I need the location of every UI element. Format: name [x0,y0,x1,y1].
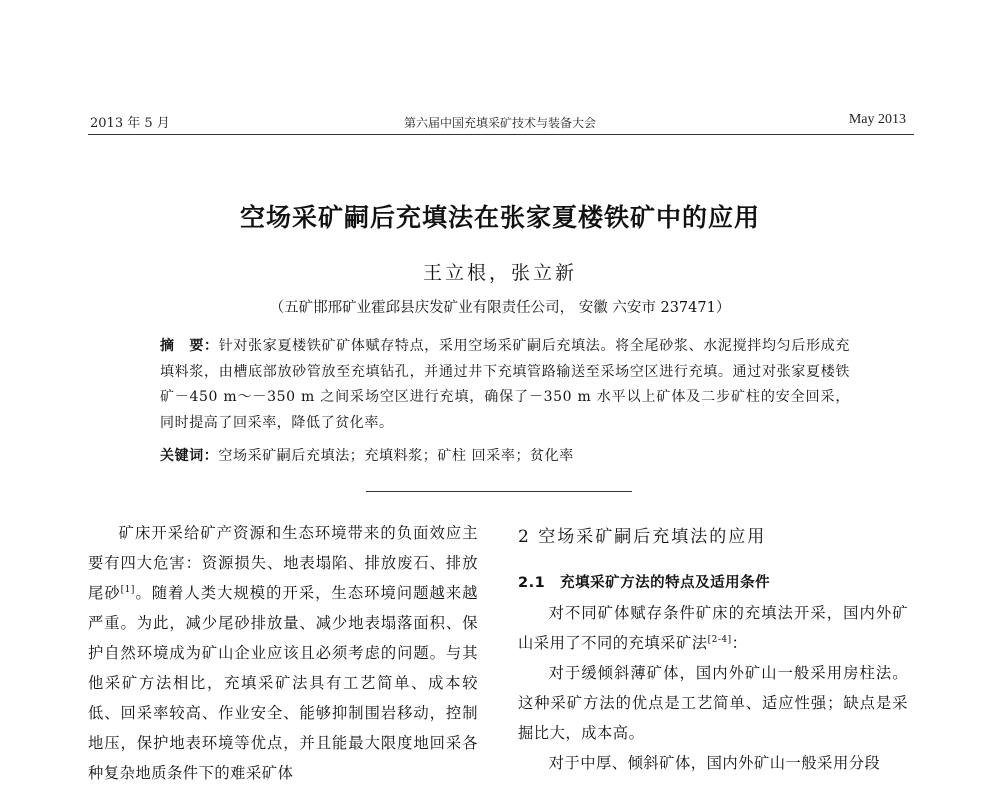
keywords [160,444,850,469]
abstract [160,334,850,436]
paragraph-medium-thick: 对于中厚、倾斜矿体，国内外矿山一般采用分段 [548,754,881,772]
paper-title: 空场采矿嗣后充填法在张家夏楼铁矿中的应用 [239,203,760,232]
keywords-text: 空场采矿嗣后充填法；充填料浆；矿柱 回采率；贫化率 [218,448,574,464]
abstract-text: 针对张家夏楼铁矿矿体赋存特点，采用空场采矿嗣后充填法。将全尾砂浆、水泥搅拌均匀后形成充填料浆，由槽底部放砂管放至充填钻孔，并通过井下充填管路输送至采场空区进行充填。通过对张家夏楼铁矿－450 m～－350 m 之间采场空区进行充填，确保了－350 m 水平以上矿体及二步矿柱的安全回采，同时提高了回采率，降低了贫化率。 [160,338,850,431]
intro-paragraph [88,518,478,788]
affiliation: （五矿邯邢矿业霍邱县庆发矿业有限责任公司， 安徽 六安市 237471） [269,300,731,316]
citation-1: [1] [120,584,135,595]
header-rule [88,134,914,135]
keywords-label: 关键词： [160,448,219,464]
paragraph-methods [518,598,908,658]
abstract-divider [366,491,632,492]
running-header-date: 2013 年 5 月 [90,116,170,131]
abstract-label: 摘 要： [160,338,219,354]
paragraph-gentle-dip: 对于缓倾斜薄矿体，国内外矿山一般采用房柱法。这种采矿方法的优点是工艺简单、适应性强；缺点是采掘比大，成本高。 [518,664,908,742]
left-column [88,518,478,788]
subsection-heading: 2.1 充填采矿方法的特点及适用条件 [518,575,771,591]
authors: 王立根，张立新 [422,262,577,284]
citation-2-4: [2-4] [707,634,732,645]
running-header-date-en: May 2013 [848,112,906,127]
methods-colon: ： [731,634,748,652]
intro-text-1: 矿床开采给矿产资源和生态环境带来的负面效应主要有四大危害：资源损失、地表塌陷、排放废石、排放尾砂 [88,524,478,602]
right-column [518,518,908,778]
intro-text-2: 。随着人类大规模的开采，生态环境问题越来越严重。为此，减少尾砂排放量、减少地表塌落面积、保护自然环境成为矿山企业应该且必须考虑的问题。与其他采矿方法相比，充填采矿法具有工艺简单、成本较低、回采率较高、作业安全、能够抑制围岩移动，控制地压，保护地表环境等优点，并且能最大限度地回采各种复杂地质条件下的难采矿体 [88,584,478,782]
section-heading: 2 空场采矿嗣后充填法的应用 [518,527,767,547]
methods-text: 对不同矿体赋存条件矿床的充填法开采，国内外矿山采用了不同的充填采矿法 [518,604,908,652]
running-header-conference: 第六届中国充填采矿技术与装备大会 [403,116,596,130]
